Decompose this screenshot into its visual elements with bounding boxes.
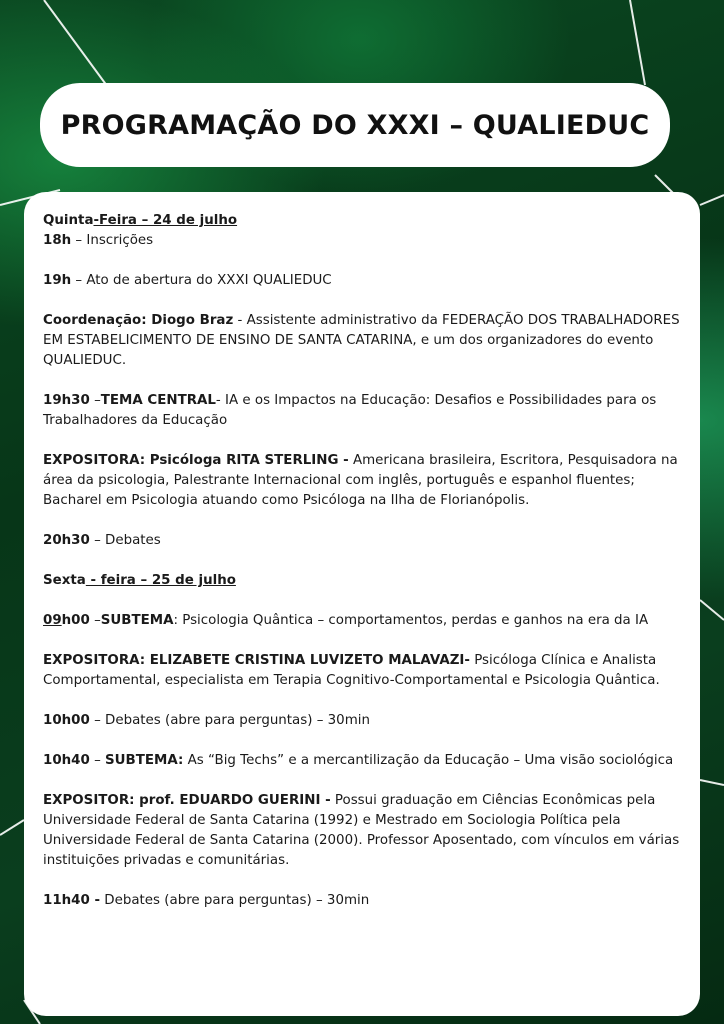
subtheme1-item: 09h00 –SUBTEMA: Psicologia Quântica – comportamentos, perdas e ganhos na era da IA xyxy=(43,613,649,628)
opening-item: 19h – Ato de abertura do XXXI QUALIEDUC xyxy=(43,273,332,288)
page-title: PROGRAMAÇÃO DO XXXI – QUALIEDUC xyxy=(60,109,650,141)
coordination-item: Coordenação: Diogo Braz - Assistente administrativo da FEDERAÇÃO DOS TRABALHADORES EM ESTABELICIMENTO DE ENSINO DE SANTA CATARINA, e um dos organizadores do evento QUALIEDUC. xyxy=(43,313,680,368)
central-theme-item: 19h30 –TEMA CENTRAL- IA e os Impactos na Educação: Desafios e Possibilidades para os Trabalhadores da Educação xyxy=(43,393,657,428)
subtheme2-item: 10h40 – SUBTEMA: As “Big Techs” e a mercantilização da Educação – Uma visão sociológica xyxy=(43,753,674,768)
debates-day1-item: 20h30 – Debates xyxy=(43,533,161,548)
registration-item: 18h – Inscrições xyxy=(43,233,154,248)
speaker-elizabete-item: EXPOSITORA: ELIZABETE CRISTINA LUVIZETO MALAVAZI- Psicóloga Clínica e Analista Comportamental, especialista em Terapia Cognitivo-Comportamental e Psicologia Quântica. xyxy=(43,653,660,688)
debates-1140-item: 11h40 - Debates (abre para perguntas) – 30min xyxy=(43,893,370,908)
debates-1000-item: 10h00 – Debates (abre para perguntas) – 30min xyxy=(43,713,370,728)
speaker-eduardo-item: EXPOSITOR: prof. EDUARDO GUERINI - Possui graduação em Ciências Econômicas pela Universidade Federal de Santa Catarina (1992) e Mestrado em Sociologia Política pela Universidade Federal de Santa Catarina (2000). Professor Aposentado, com vínculos em várias instituições privadas e comunitárias. xyxy=(43,793,680,868)
day1-heading: Quinta-Feira – 24 de julho xyxy=(43,213,238,228)
day2-heading: Sexta - feira – 25 de julho xyxy=(43,573,236,588)
schedule-card xyxy=(24,192,700,1016)
speaker-rita-item: EXPOSITORA: Psicóloga RITA STERLING - Americana brasileira, Escritora, Pesquisadora na área da psicologia, Palestrante Internacional com inglês, português e espanhol fluentes; Bacharel em Psicologia atuando como Psicóloga na Ilha de Florianópolis. xyxy=(43,453,678,508)
title-banner xyxy=(40,83,670,167)
